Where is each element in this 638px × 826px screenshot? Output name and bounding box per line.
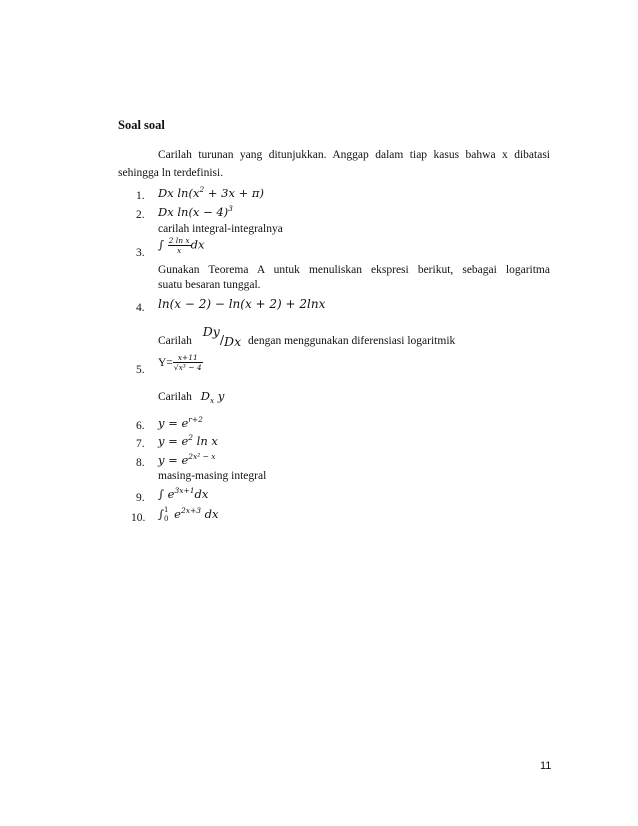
list-item-6 <box>136 416 145 434</box>
list-item-4 <box>136 298 145 316</box>
item-10-expression: ∫ 1 0 $e^{2x+3}$ dx <box>158 506 219 523</box>
item-number: 7. <box>136 438 145 450</box>
item-3-expression: ∫ $\frac{\text{2 ln x}}{x}$ dx <box>158 236 205 255</box>
item-number: 2. <box>136 209 145 221</box>
list-item-9 <box>136 488 145 506</box>
item-9-expression: ∫ $e^{3x+1}dx$ <box>158 486 209 501</box>
item-number: 9. <box>136 492 145 504</box>
list-item-1 <box>136 186 145 204</box>
theorem-instruction: Gunakan Teorema A untuk menuliskan ekspresi berikut, sebagai logaritma suatu besaran tunggal. <box>158 264 550 291</box>
item-number: 10. <box>131 512 146 524</box>
list-item-10 <box>131 508 145 526</box>
log-diff-instruction: Carilah Dy/Dx dengan menggunakan diferensiasi logaritmik <box>158 324 456 349</box>
integral-sign: ∫ <box>158 237 164 252</box>
page-number: 11 <box>540 760 552 772</box>
list-item-7 <box>136 434 145 452</box>
intro-line-1: Carilah turunan yang ditunjukkan. Anggap dalam tiap kasus bahwa x dibatasi <box>158 149 550 161</box>
item-number: 8. <box>136 457 145 469</box>
list-item-8 <box>136 453 145 471</box>
section-heading: Soal soal <box>118 118 165 132</box>
derivative-instruction: Carilah $D_x$ y <box>158 389 225 405</box>
list-item-3 <box>136 243 145 261</box>
list-item-5 <box>136 360 145 378</box>
intro-paragraph <box>118 146 550 182</box>
dx-symbol: Dx <box>224 334 242 349</box>
fraction: $\frac{x+11}{\text{√x³ − 4}}$ <box>173 353 202 372</box>
item-number: 4. <box>136 302 145 314</box>
item-number: 3. <box>136 247 145 259</box>
item-7-expression: $y = e^2$ ln x <box>158 433 218 448</box>
item-number: 1. <box>136 190 145 202</box>
integral-instruction: carilah integral-integralnya <box>158 223 283 235</box>
item-4-expression: ln(x − 2) − ln(x + 2) + 2lnx <box>158 297 326 311</box>
integral-instruction-2: masing-masing integral <box>158 470 267 482</box>
intro-line-2: sehingga ln terdefinisi. <box>118 167 224 179</box>
integral-sign: ∫ <box>158 487 164 501</box>
item-number: 5. <box>136 364 145 376</box>
item-number: 6. <box>136 420 145 432</box>
item-1-expression: Dx $\ln(x^2 + 3x + \pi)$ <box>158 185 264 200</box>
integral-limits: 1 0 <box>164 506 169 523</box>
item-2-expression: Dx $\ln(x - 4)^3$ <box>158 204 233 219</box>
dy-symbol: Dy <box>202 324 220 339</box>
item-5-expression: Y= $\frac{x+11}{\text{√x³ − 4}}$ <box>158 353 202 372</box>
integral-sign: ∫ <box>158 507 164 521</box>
list-item-2 <box>136 205 145 223</box>
item-6-expression: $y = e^{r+2}$ <box>158 415 203 430</box>
item-8-expression: $y = e^{2x^2 - x}$ <box>158 452 216 467</box>
fraction: $\frac{\text{2 ln x}}{x}$ <box>168 236 190 255</box>
